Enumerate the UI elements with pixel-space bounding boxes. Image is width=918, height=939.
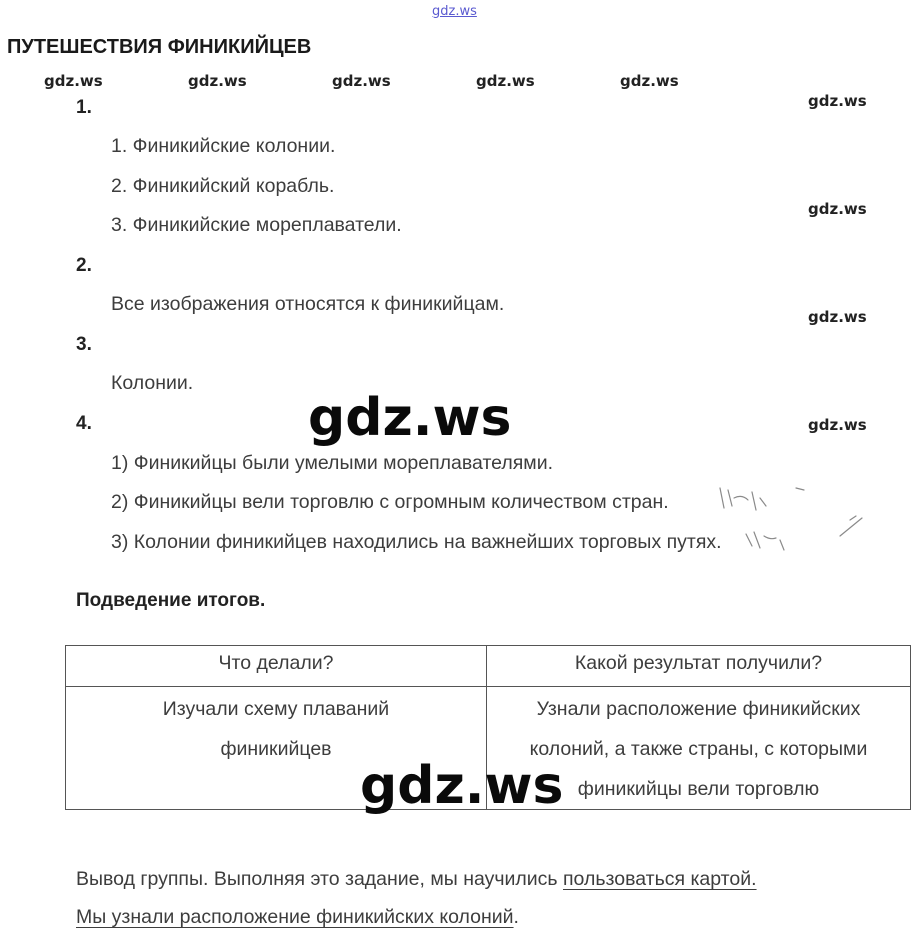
- summary-heading: Подведение итогов.: [76, 590, 266, 611]
- conclusion-underlined: пользоваться картой.: [563, 868, 757, 890]
- answer-line: 3) Колонии финикийцев находились на важнейших торговых путях.: [111, 531, 722, 553]
- conclusion-underlined: Мы узнали расположение финикийских колоний: [76, 906, 514, 928]
- answer-line: Колонии.: [111, 372, 194, 394]
- table-header-cell: Что делали?: [66, 646, 487, 687]
- table-cell: Узнали расположение финикийских колоний, а также страны, с которыми финикийцы вели торговлю: [487, 687, 911, 810]
- table-header-cell: Какой результат получили?: [487, 646, 911, 687]
- table-cell: Изучали схему плаваний финикийцев: [66, 687, 487, 810]
- table-header-row: [66, 646, 911, 687]
- watermark: gdz.ws: [620, 72, 679, 90]
- watermark: gdz.ws: [44, 72, 103, 90]
- answer-line: 1) Финикийцы были умелыми мореплавателями.: [111, 452, 554, 474]
- conclusion-text: Вывод группы. Выполняя это задание, мы научились: [76, 868, 563, 890]
- section-number: 1.: [76, 97, 92, 118]
- watermark: gdz.ws: [808, 92, 867, 110]
- conclusion-text: .: [513, 906, 519, 928]
- answer-line: 2) Финикийцы вели торговлю с огромным количеством стран.: [111, 491, 669, 513]
- watermark-top: gdz.ws: [432, 4, 477, 19]
- section-number: 4.: [76, 413, 92, 434]
- watermark: gdz.ws: [476, 72, 535, 90]
- watermark: gdz.ws: [188, 72, 247, 90]
- conclusion-line-1: [76, 868, 757, 891]
- watermark-large: gdz.ws: [360, 756, 564, 816]
- watermark: gdz.ws: [808, 308, 867, 326]
- answer-line: 3. Финикийские мореплаватели.: [111, 214, 402, 236]
- answer-line: 1. Финикийские колонии.: [111, 135, 336, 157]
- answer-line: 2. Финикийский корабль.: [111, 175, 335, 197]
- answer-line: Все изображения относятся к финикийцам.: [111, 293, 505, 315]
- handwriting-scribble: [690, 480, 870, 560]
- section-number: 2.: [76, 255, 92, 276]
- watermark-large: gdz.ws: [308, 388, 512, 448]
- section-number: 3.: [76, 334, 92, 355]
- conclusion-line-2: [76, 906, 519, 929]
- watermark: gdz.ws: [332, 72, 391, 90]
- watermark: gdz.ws: [808, 416, 867, 434]
- watermark: gdz.ws: [808, 200, 867, 218]
- page-title: ПУТЕШЕСТВИЯ ФИНИКИЙЦЕВ: [7, 36, 312, 58]
